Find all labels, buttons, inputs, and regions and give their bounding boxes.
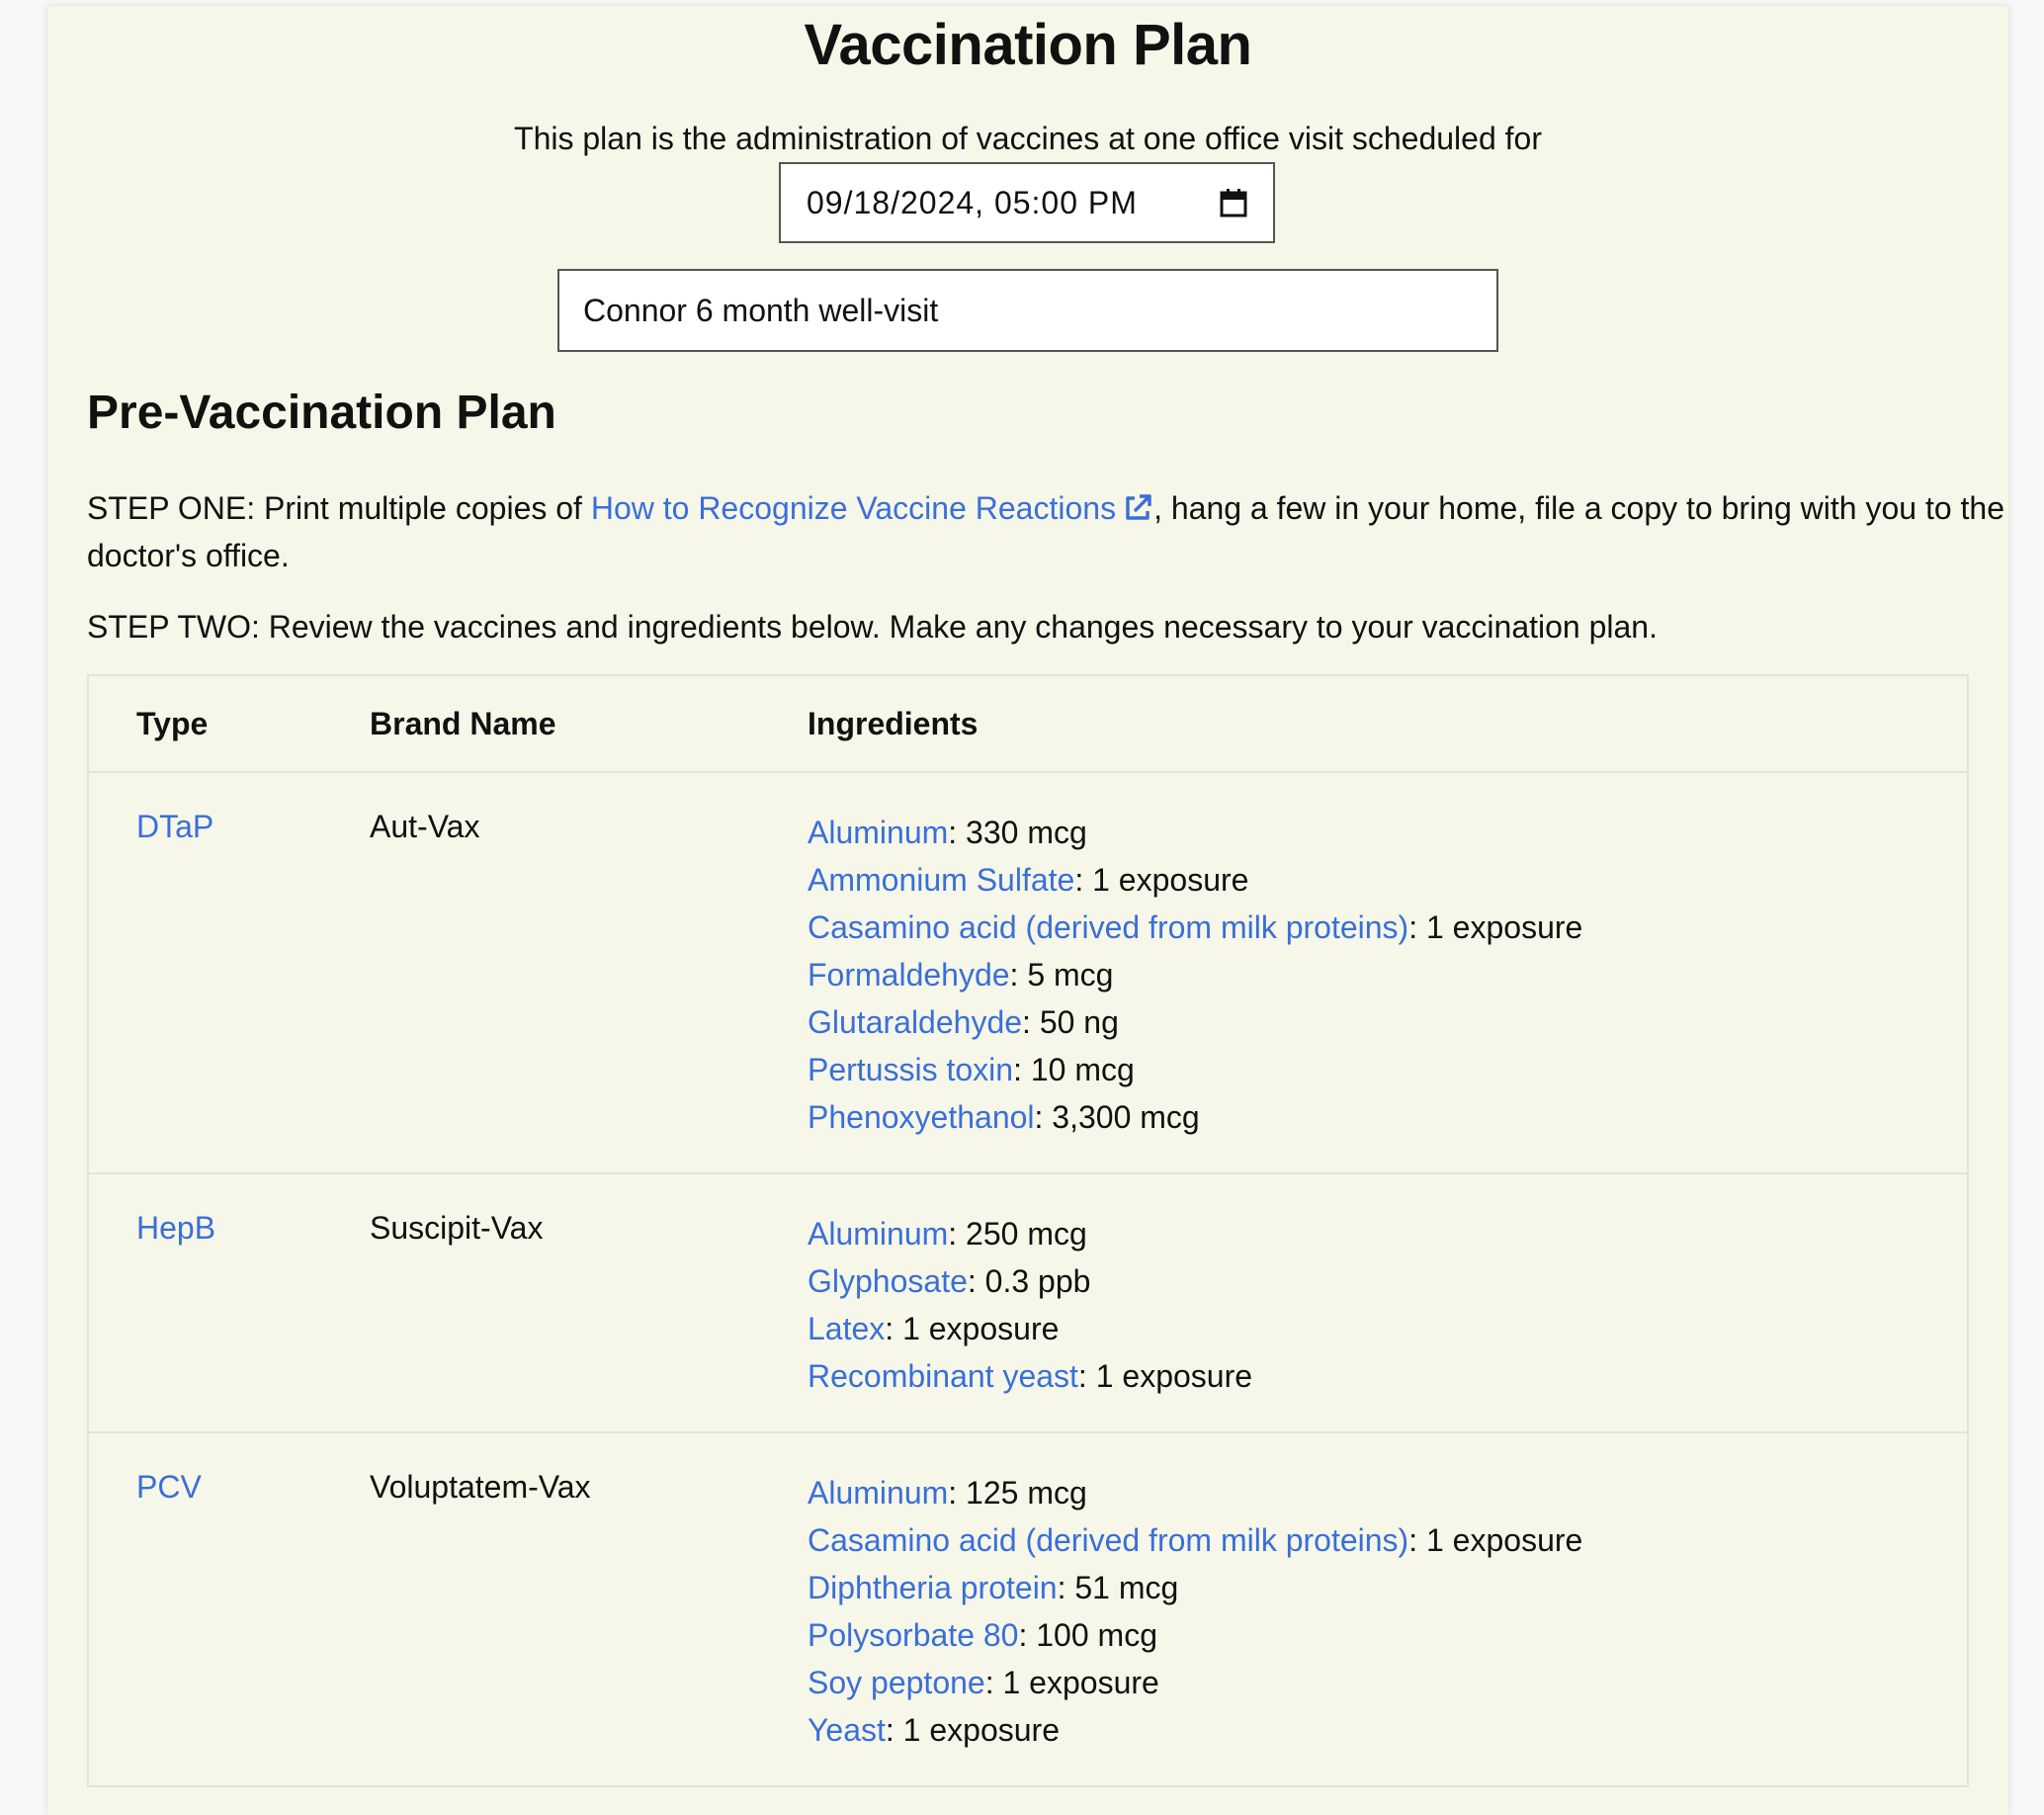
ingredient-amount: : 250 mcg — [948, 1216, 1087, 1252]
vaccine-type-link[interactable]: HepB — [136, 1210, 216, 1246]
header-brand-name: Brand Name — [370, 676, 808, 772]
ingredient-amount: : 10 mcg — [1013, 1052, 1135, 1087]
ingredient-link[interactable]: Phenoxyethanol — [808, 1099, 1035, 1135]
ingredient-amount: : 1 exposure — [984, 1665, 1159, 1700]
ingredient-item — [808, 1352, 1967, 1400]
ingredient-link[interactable]: Casamino acid (derived from milk proteins) — [808, 909, 1409, 945]
table-header-row — [89, 676, 1967, 772]
calendar-icon[interactable] — [1220, 188, 1247, 217]
ingredient-link[interactable]: Pertussis toxin — [808, 1052, 1014, 1087]
ingredient-amount: : 1 exposure — [1077, 1358, 1253, 1394]
ingredient-amount: : 5 mcg — [1009, 957, 1114, 993]
ingredient-amount: : 1 exposure — [1408, 909, 1583, 945]
ingredient-item — [808, 904, 1967, 951]
ingredient-item — [808, 1046, 1967, 1093]
ingredients-cell — [808, 772, 1967, 1173]
brand-cell — [370, 1432, 808, 1785]
ingredient-amount: : 3,300 mcg — [1034, 1099, 1200, 1135]
ingredient-item — [808, 1706, 1967, 1754]
ingredient-item — [808, 1611, 1967, 1659]
brand-cell — [370, 1173, 808, 1432]
ingredient-link[interactable]: Soy peptone — [808, 1665, 985, 1700]
vaccine-table — [87, 674, 1969, 1787]
ingredient-amount: : 100 mcg — [1018, 1617, 1157, 1653]
vaccine-type-link[interactable]: DTaP — [136, 809, 214, 844]
ingredient-link[interactable]: Yeast — [808, 1712, 886, 1748]
header-ingredients: Ingredients — [808, 676, 1967, 772]
ingredients-cell — [808, 1432, 1967, 1785]
ingredient-link[interactable]: Latex — [808, 1311, 886, 1346]
ingredient-item — [808, 951, 1967, 998]
ingredient-link[interactable]: Aluminum — [808, 1216, 949, 1252]
ingredient-link[interactable]: Glutaraldehyde — [808, 1004, 1023, 1040]
type-cell — [89, 772, 370, 1173]
header-type: Type — [89, 676, 370, 772]
ingredient-amount: : 330 mcg — [948, 815, 1087, 850]
ingredient-item — [808, 809, 1967, 856]
table-row — [89, 1173, 1967, 1432]
brand-name: Suscipit-Vax — [370, 1210, 544, 1246]
ingredient-link[interactable]: Diphtheria protein — [808, 1570, 1058, 1605]
ingredient-item — [808, 1305, 1967, 1352]
plan-panel — [47, 6, 2008, 1815]
ingredient-link[interactable]: Glyphosate — [808, 1263, 968, 1299]
vaccine-reactions-link-label: How to Recognize Vaccine Reactions — [590, 490, 1117, 526]
brand-cell — [370, 772, 808, 1173]
brand-name: Aut-Vax — [370, 809, 480, 844]
ingredient-amount: : 50 ng — [1022, 1004, 1119, 1040]
step-two-text: STEP TWO: Review the vaccines and ingredients below. Make any changes necessary to your vaccination plan. — [87, 609, 1658, 645]
ingredient-item — [808, 1659, 1967, 1706]
vaccine-type-link[interactable]: PCV — [136, 1469, 202, 1505]
page-title: Vaccination Plan — [804, 13, 1252, 77]
step-one-text — [87, 484, 2014, 579]
ingredient-amount: : 1 exposure — [885, 1712, 1060, 1748]
ingredient-amount: : 0.3 ppb — [967, 1263, 1091, 1299]
type-cell — [89, 1173, 370, 1432]
ingredient-item — [808, 1516, 1967, 1564]
step-one-suffix: , hang a few in your home, file a copy to bring with you to the doctor's office. — [87, 490, 2004, 573]
pre-vaccination-heading: Pre-Vaccination Plan — [87, 387, 556, 439]
vaccine-reactions-link[interactable] — [591, 490, 1153, 526]
type-cell — [89, 1432, 370, 1785]
intro-text: This plan is the administration of vaccines at one office visit scheduled for — [514, 121, 1542, 156]
ingredient-amount: : 1 exposure — [885, 1311, 1060, 1346]
ingredient-link[interactable]: Recombinant yeast — [808, 1358, 1078, 1394]
ingredient-link[interactable]: Ammonium Sulfate — [808, 862, 1075, 898]
ingredient-item — [808, 1257, 1967, 1305]
ingredient-item — [808, 1210, 1967, 1257]
brand-name: Voluptatem-Vax — [370, 1469, 591, 1505]
ingredient-link[interactable]: Polysorbate 80 — [808, 1617, 1019, 1653]
ingredient-item — [808, 1469, 1967, 1516]
ingredient-item — [808, 1093, 1967, 1141]
ingredient-amount: : 1 exposure — [1074, 862, 1249, 898]
ingredient-amount: : 125 mcg — [948, 1475, 1087, 1511]
ingredient-link[interactable]: Casamino acid (derived from milk proteins) — [808, 1522, 1409, 1558]
visit-datetime-value: 09/18/2024, 05:00 PM — [807, 184, 1138, 220]
visit-datetime-input[interactable] — [779, 162, 1275, 243]
ingredient-amount: : 1 exposure — [1408, 1522, 1583, 1558]
table-row — [89, 772, 1967, 1173]
visit-name-input[interactable] — [557, 269, 1498, 352]
ingredient-item — [808, 856, 1967, 904]
ingredient-item — [808, 1564, 1967, 1611]
ingredients-cell — [808, 1173, 1967, 1432]
ingredient-link[interactable]: Formaldehyde — [808, 957, 1010, 993]
ingredient-link[interactable]: Aluminum — [808, 815, 949, 850]
external-link-icon — [1122, 492, 1153, 524]
ingredient-link[interactable]: Aluminum — [808, 1475, 949, 1511]
table-row — [89, 1432, 1967, 1785]
ingredient-amount: : 51 mcg — [1057, 1570, 1179, 1605]
step-one-prefix: STEP ONE: Print multiple copies of — [87, 490, 591, 526]
ingredient-item — [808, 998, 1967, 1046]
